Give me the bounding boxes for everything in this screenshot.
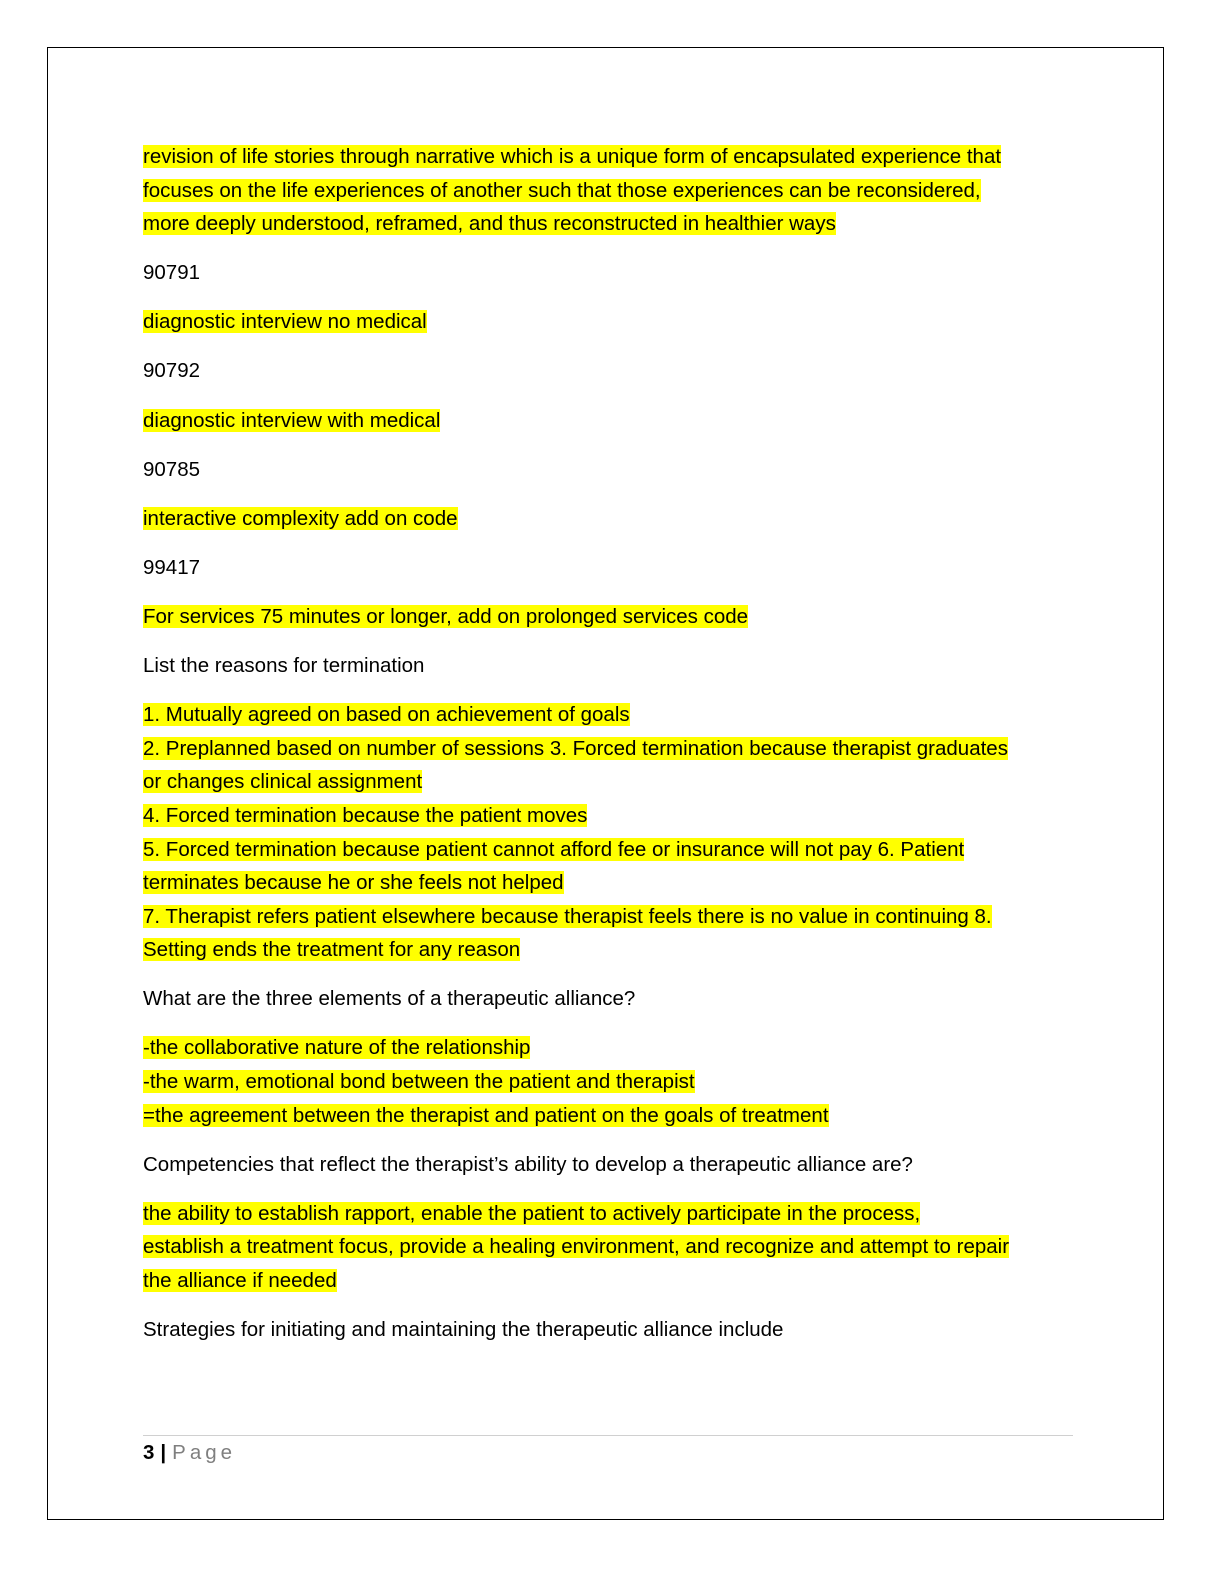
highlighted-text: 4. Forced termination because the patient moves xyxy=(143,803,588,827)
highlighted-paragraph xyxy=(143,698,1078,967)
text-line xyxy=(143,765,1078,799)
highlighted-paragraph xyxy=(143,140,1078,241)
text-line xyxy=(143,649,1078,683)
highlighted-text: or changes clinical assignment xyxy=(143,770,423,794)
text-line xyxy=(143,551,1078,585)
highlighted-text: terminates because he or she feels not helped xyxy=(143,871,564,895)
highlighted-text: diagnostic interview no medical xyxy=(143,310,427,334)
text-line xyxy=(143,354,1078,388)
highlighted-text: -the warm, emotional bond between the patient and therapist xyxy=(143,1070,695,1094)
footer-divider xyxy=(143,1435,1073,1436)
page-label: Page xyxy=(172,1441,237,1464)
text: 90792 xyxy=(143,359,201,383)
text-line xyxy=(143,732,1078,766)
paragraph xyxy=(143,354,1078,388)
paragraph xyxy=(143,1148,1078,1182)
highlighted-text: the alliance if needed xyxy=(143,1269,337,1293)
text-line xyxy=(143,1065,1078,1099)
text-line xyxy=(143,933,1078,967)
text-line xyxy=(143,256,1078,290)
highlighted-text: interactive complexity add on code xyxy=(143,506,458,530)
highlighted-paragraph xyxy=(143,404,1078,438)
highlighted-text: revision of life stories through narrative which is a unique form of encapsulated experience that xyxy=(143,145,1002,168)
paragraph xyxy=(143,649,1078,683)
highlighted-text: -the collaborative nature of the relationship xyxy=(143,1036,531,1060)
text: What are the three elements of a therapeutic alliance? xyxy=(143,987,636,1011)
paragraph xyxy=(143,256,1078,290)
text-line xyxy=(143,207,1078,241)
text-line xyxy=(143,982,1078,1016)
text: List the reasons for termination xyxy=(143,654,425,678)
paragraph xyxy=(143,982,1078,1016)
paragraph xyxy=(143,453,1078,487)
highlighted-text: =the agreement between the therapist and patient on the goals of treatment xyxy=(143,1103,829,1127)
text-line xyxy=(143,1031,1078,1065)
text-line xyxy=(143,1099,1078,1133)
text-line xyxy=(143,1230,1078,1264)
text: Strategies for initiating and maintaining the therapeutic alliance include xyxy=(143,1318,784,1342)
text-line xyxy=(143,1148,1078,1182)
text-line xyxy=(143,1264,1078,1298)
highlighted-text: the ability to establish rapport, enable the patient to actively participate in the process, xyxy=(143,1201,921,1225)
highlighted-text: 7. Therapist refers patient elsewhere because therapist feels there is no value in continuing 8. xyxy=(143,904,992,928)
text-line xyxy=(143,174,1078,208)
highlighted-paragraph xyxy=(143,600,1078,634)
text-line xyxy=(143,799,1078,833)
highlighted-paragraph xyxy=(143,502,1078,536)
text: 90791 xyxy=(143,261,201,285)
highlighted-text: For services 75 minutes or longer, add on prolonged services code xyxy=(143,604,749,628)
text-line xyxy=(143,453,1078,487)
highlighted-text: establish a treatment focus, provide a healing environment, and recognize and attempt to repair xyxy=(143,1235,1010,1259)
text: Competencies that reflect the therapist’s ability to develop a therapeutic alliance are? xyxy=(143,1152,913,1176)
highlighted-text: 5. Forced termination because patient cannot afford fee or insurance will not pay 6. Patient xyxy=(143,837,965,861)
highlighted-text: 1. Mutually agreed on based on achievement of goals xyxy=(143,703,630,727)
text-line xyxy=(143,1313,1078,1347)
text-line xyxy=(143,502,1078,536)
text-line xyxy=(143,600,1078,634)
text-line xyxy=(143,404,1078,438)
footer-separator: | xyxy=(160,1441,167,1464)
page-footer xyxy=(143,1438,236,1468)
highlighted-text: diagnostic interview with medical xyxy=(143,408,441,432)
text-line xyxy=(143,698,1078,732)
highlighted-text: focuses on the life experiences of another such that those experiences can be reconsidered, xyxy=(143,178,981,202)
highlighted-paragraph xyxy=(143,1197,1078,1298)
highlighted-paragraph xyxy=(143,305,1078,339)
highlighted-text: Setting ends the treatment for any reason xyxy=(143,938,521,962)
document-body xyxy=(143,140,1078,1362)
text: 99417 xyxy=(143,555,201,579)
text-line xyxy=(143,866,1078,900)
text-line xyxy=(143,833,1078,867)
text: 90785 xyxy=(143,457,201,481)
text-line xyxy=(143,140,1078,174)
page-number: 3 xyxy=(143,1441,155,1464)
text-line xyxy=(143,900,1078,934)
highlighted-text: 2. Preplanned based on number of sessions 3. Forced termination because therapist graduates xyxy=(143,736,1008,760)
highlighted-paragraph xyxy=(143,1031,1078,1132)
text-line xyxy=(143,1197,1078,1231)
paragraph xyxy=(143,1313,1078,1347)
paragraph xyxy=(143,551,1078,585)
text-line xyxy=(143,305,1078,339)
highlighted-text: more deeply understood, reframed, and thus reconstructed in healthier ways xyxy=(143,212,836,236)
